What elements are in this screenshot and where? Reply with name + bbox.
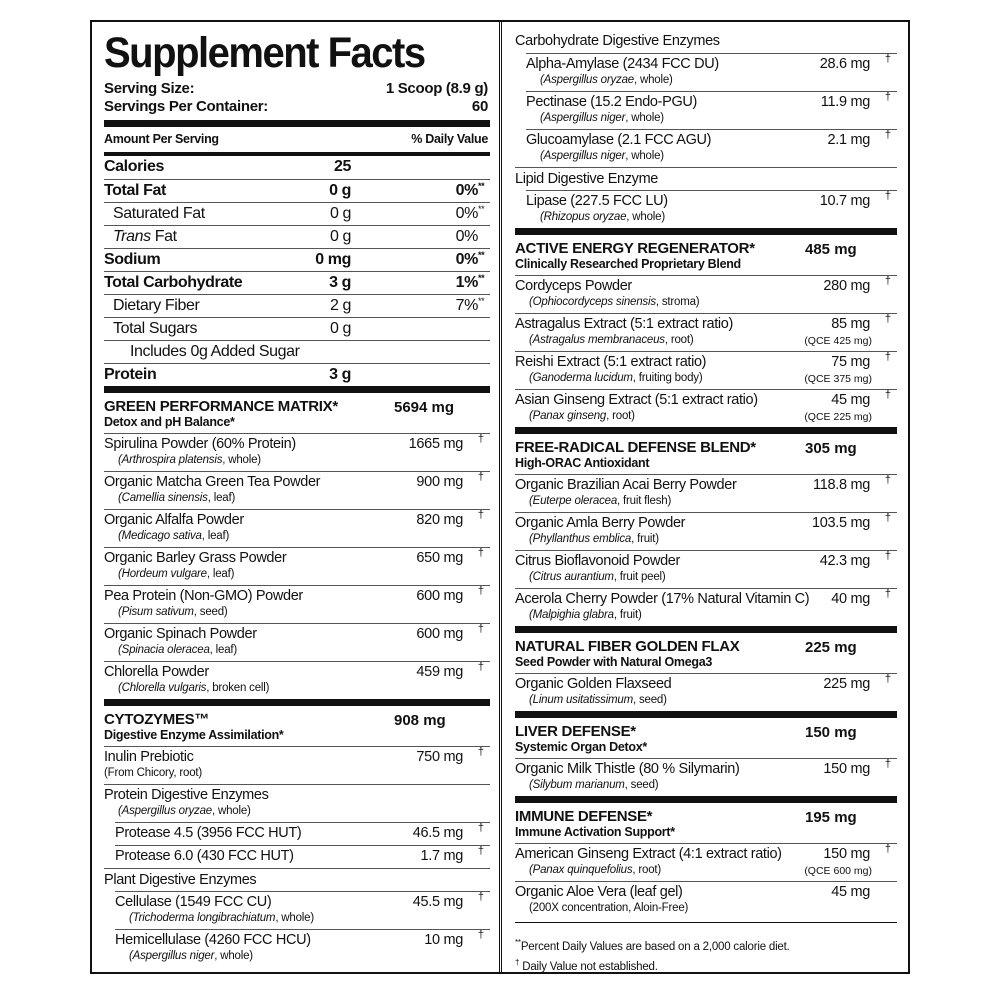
dagger-marker: † [477,433,484,445]
ingredient-name: Spirulina Powder (60% Protein) [104,436,296,452]
ingredient-source: (From Chicory, root) [104,767,203,779]
ingredient-name: Lipase (227.5 FCC LU) [526,193,668,209]
nutrient-label: Trans Fat [113,228,177,245]
ingredient-amount: 42.3 mg [819,553,870,569]
ingredient-amount: 103.5 mg [811,515,870,531]
ingredient-source: (Citrus aurantium, fruit peel) [529,571,666,583]
blend-header [515,434,897,474]
ingredient-source: (Astragalus membranaceus, root) [529,334,694,346]
dagger-marker: † [477,661,484,673]
blend-subtitle: Immune Activation Support* [515,825,675,839]
scientific-name: (Medicago sativa [118,530,202,542]
dagger-marker: † [884,351,891,363]
ingredient-row [104,585,490,623]
dagger-marker: † [884,843,891,855]
ingredient-amount: 46.5 mg [412,825,463,841]
ingredient-row [515,673,897,711]
nutrient-daily-value: 0% ** [456,180,478,202]
ingredient-amount: 150 mg [823,846,870,862]
ingredient-amount: 45 mg [831,884,870,900]
blend-name: FREE-RADICAL DEFENSE BLEND* [515,439,756,456]
blend-amount: 225 mg [805,639,857,656]
ingredient-row [104,623,490,661]
right-ingredient-rows [515,30,897,919]
nutrition-rows [104,156,490,386]
blend-subtitle: Detox and pH Balance* [104,415,235,429]
scientific-name: (Aspergillus oryzae [118,805,212,817]
nutrient-amount: 0 mg [315,251,351,268]
thick-divider [104,386,490,393]
category-label [515,167,897,190]
ingredient-source: (Pisum sativum, seed) [118,606,228,618]
blend-amount: 485 mg [805,241,857,258]
ingredient-row [104,746,490,784]
ingredient-source: (Malpighia glabra, fruit) [529,609,642,621]
ingredient-name: Organic Amla Berry Powder [515,515,686,531]
nutrient-amount: 0 g [329,320,351,337]
ingredient-row [515,758,897,796]
ingredient-row [515,474,897,512]
scientific-name: (Panax ginseng [529,410,607,422]
ingredient-row [104,509,490,547]
thick-divider [104,699,490,706]
ingredient-amount: 225 mg [823,676,870,692]
ingredient-row [515,351,897,389]
scientific-name: (Hordeum vulgare [118,568,207,580]
footnote-mark: ** [515,938,521,947]
blend-name: ACTIVE ENERGY REGENERATOR* [515,240,755,257]
blend-name: IMMUNE DEFENSE* [515,808,653,825]
ingredient-name: Inulin Prebiotic [104,749,194,765]
ingredient-source: (Euterpe oleracea, fruit flesh) [529,495,672,507]
column-divider [499,20,502,974]
dagger-marker: † [477,845,484,857]
ingredient-name: Pea Protein (Non-GMO) Powder [104,588,303,604]
ingredient-amount: 600 mg [416,588,463,604]
ingredient-source: (Chlorella vulgaris, broken cell) [118,682,270,694]
scientific-name: (Aspergillus niger [540,112,626,124]
dagger-marker: † [884,758,891,770]
servings-per-container-row [104,98,490,116]
nutrient-amount: 3 g [329,274,351,291]
scientific-name: (Ophiocordyceps sinensis [529,296,656,308]
ingredient-row [104,471,490,509]
ingredient-row [526,129,897,167]
ingredient-row [104,784,490,822]
dagger-marker: † [884,673,891,685]
ingredient-source: (Linum usitatissimum, seed) [529,694,667,706]
blend-name: GREEN PERFORMANCE MATRIX* [104,398,338,415]
scientific-name: (Silybum marianum [529,779,625,791]
servings-value: 60 [471,98,488,115]
blend-header [515,633,897,673]
nutrient-label: Dietary Fiber [113,297,200,314]
ingredient-source: (Arthrospira platensis, whole) [118,454,261,466]
ingredient-name: Organic Matcha Green Tea Powder [104,474,321,490]
thick-divider [515,711,897,718]
footnote-marker: ** [478,204,485,214]
thick-divider [515,626,897,633]
ingredient-name: Chlorella Powder [104,664,209,680]
ingredient-amount: 459 mg [416,664,463,680]
ingredient-name: Organic Barley Grass Powder [104,550,287,566]
ingredient-amount: 45.5 mg [412,894,463,910]
ingredient-amount: 11.9 mg [820,94,870,110]
serving-size-label: Serving Size: [104,80,195,97]
ingredient-name: Cordyceps Powder [515,278,632,294]
ingredient-row [515,389,897,427]
ingredient-amount: 650 mg [416,550,463,566]
ingredient-row [104,661,490,699]
dagger-marker: † [884,389,891,401]
blend-subtitle: Clinically Researched Proprietary Blend [515,257,741,271]
dagger-marker: † [884,512,891,524]
ingredient-source: (Panax quinquefolius, root) [529,864,662,876]
category-label [515,30,897,53]
dagger-marker: † [477,623,484,635]
ingredient-name: Astragalus Extract (5:1 extract ratio) [515,316,733,332]
amount-header-row [104,127,490,152]
dagger-marker: † [884,313,891,325]
ingredient-amount: 85 mg [831,316,870,332]
nutrient-amount: 0 g [329,228,351,245]
nutrient-label: Sodium [104,251,161,268]
blend-header [515,235,897,275]
blend-header [515,718,897,758]
dagger-marker: † [884,550,891,562]
nutrition-row [104,179,490,202]
dagger-marker: † [884,53,891,65]
nutrition-row [104,225,490,248]
amount-per-serving-label: Amount Per Serving [104,132,219,146]
ingredient-amount: 1.7 mg [420,848,463,864]
ingredient-name: Organic Aloe Vera (leaf gel) [515,884,683,900]
thick-divider [104,120,490,127]
dagger-marker: † [477,471,484,483]
nutrient-amount: 3 g [329,366,351,383]
ingredient-amount: 10.7 mg [819,193,870,209]
ingredient-source: (Rhizopus oryzae, whole) [540,211,665,223]
ingredient-qce: (QCE 425 mg) [804,335,872,347]
ingredient-name: Protease 4.5 (3956 FCC HUT) [115,825,302,841]
ingredient-source: (Aspergillus oryzae, whole) [540,74,673,86]
servings-label: Servings Per Container: [104,98,268,115]
thick-divider [515,228,897,235]
ingredient-row [515,550,897,588]
nutrient-daily-value: 0% ** [456,249,478,271]
category-label [104,868,490,891]
ingredient-row [526,190,897,228]
scientific-name: (Aspergillus oryzae [540,74,634,86]
footnote: † Daily Value not established. [515,957,658,973]
nutrition-row [104,248,490,271]
dagger-marker: † [884,129,891,141]
scientific-name: (Chlorella vulgaris [118,682,207,694]
footnote-marker: ** [478,273,485,283]
ingredient-row [104,547,490,585]
footnote: **Percent Daily Values are based on a 2,000 calorie diet. [515,938,790,953]
nutrition-row [104,156,490,179]
nutrition-row [104,202,490,225]
dagger-marker: † [477,746,484,758]
ingredient-amount: 900 mg [416,474,463,490]
dagger-marker: † [884,588,891,600]
ingredient-amount: 280 mg [823,278,870,294]
nutrient-label-italic: Trans [113,228,151,245]
ingredient-amount: 820 mg [416,512,463,528]
ingredient-name: Hemicellulase (4260 FCC HCU) [115,932,311,948]
ingredient-source: (Aspergillus niger, whole) [540,112,664,124]
ingredient-amount: 750 mg [416,749,463,765]
scientific-name: (Euterpe oleracea [529,495,618,507]
ingredient-source: (Aspergillus oryzae, whole) [118,805,251,817]
ingredient-source: (200X concentration, Aloin-Free) [529,902,689,914]
scientific-name: (Phyllanthus emblica [529,533,632,545]
dagger-marker: † [477,509,484,521]
left-ingredient-rows [104,386,490,967]
nutrition-row [104,340,490,363]
ingredient-name: Asian Ginseng Extract (5:1 extract ratio) [515,392,758,408]
thick-divider [515,427,897,434]
footnote-mark: † [515,957,520,967]
blend-header [104,706,490,746]
category-name: Plant Digestive Enzymes [104,872,257,888]
ingredient-source: (Medicago sativa, leaf) [118,530,230,542]
scientific-name: (Citrus aurantium [529,571,614,583]
ingredient-row [515,588,897,626]
nutrient-amount: 0 g [329,205,351,222]
nutrient-label: Includes 0g Added Sugar [130,343,300,360]
ingredient-source: (Spinacia oleracea, leaf) [118,644,238,656]
category-name: Carbohydrate Digestive Enzymes [515,33,720,49]
ingredient-amount: 40 mg [831,591,870,607]
nutrient-label: Saturated Fat [113,205,205,222]
right-column [504,30,897,975]
ingredient-amount: 1665 mg [408,436,463,452]
dagger-marker: † [477,822,484,834]
blend-amount: 195 mg [805,809,857,826]
scientific-name: (Trichoderma longibrachiatum [129,912,276,924]
ingredient-row [115,822,490,845]
scientific-name: (Astragalus membranaceus [529,334,665,346]
nutrient-label: Protein [104,366,157,383]
dagger-marker: † [884,91,891,103]
left-column [92,28,490,967]
nutrient-daily-value: 0% [455,228,478,245]
blend-name: LIVER DEFENSE* [515,723,636,740]
ingredient-source: (Silybum marianum, seed) [529,779,659,791]
footnote-marker: ** [478,296,485,306]
ingredient-amount: 45 mg [831,392,870,408]
ingredient-amount: 118.8 mg [813,477,870,493]
scientific-name: (Malpighia glabra [529,609,614,621]
ingredient-name: Organic Alfalfa Powder [104,512,244,528]
ingredient-source: (Phyllanthus emblica, fruit) [529,533,659,545]
ingredient-qce: (QCE 375 mg) [804,373,872,385]
scientific-name: (Panax quinquefolius [529,864,633,876]
ingredient-amount: 600 mg [416,626,463,642]
ingredient-row [104,433,490,471]
blend-header [515,803,897,843]
ingredient-name: Protein Digestive Enzymes [104,787,269,803]
ingredient-name: Citrus Bioflavonoid Powder [515,553,680,569]
dagger-marker: † [884,190,891,202]
ingredient-name: Acerola Cherry Powder (17% Natural Vitamin C) [515,591,810,607]
ingredient-name: American Ginseng Extract (4:1 extract ratio) [515,846,782,862]
footnote-marker: ** [478,181,485,191]
footnote-marker: ** [478,250,485,260]
ingredient-amount: 10 mg [424,932,463,948]
nutrient-daily-value: 1% ** [456,272,478,294]
daily-value-label: % Daily Value [411,132,488,146]
ingredient-name: Pectinase (15.2 Endo-PGU) [526,94,697,110]
ingredient-row [115,845,490,868]
dagger-marker: † [477,585,484,597]
blend-header [104,393,490,433]
ingredient-source: (Aspergillus niger, whole) [540,150,664,162]
ingredient-name: Organic Spinach Powder [104,626,257,642]
ingredient-source: (Aspergillus niger, whole) [129,950,253,962]
nutrient-label: Calories [104,158,164,175]
ingredient-source: (Camellia sinensis, leaf) [118,492,236,504]
ingredient-source: (Trichoderma longibrachiatum, whole) [129,912,314,924]
ingredient-qce: (QCE 225 mg) [804,411,872,423]
nutrient-label: Total Fat [104,182,166,199]
serving-size-row [104,80,490,98]
nutrition-row [104,271,490,294]
footnotes [515,922,897,975]
blend-amount: 908 mg [394,712,446,729]
scientific-name: (Linum usitatissimum [529,694,633,706]
blend-amount: 5694 mg [394,399,455,416]
dagger-marker: † [477,891,484,903]
ingredient-qce: (QCE 600 mg) [804,865,872,877]
nutrition-row [104,363,490,386]
nutrient-amount: 2 g [329,297,351,314]
nutrient-amount: 0 g [329,182,351,199]
dagger-marker: † [477,929,484,941]
ingredient-amount: 75 mg [831,354,870,370]
scientific-name: (Aspergillus niger [540,150,626,162]
nutrient-daily-value: 7% ** [456,295,478,317]
ingredient-source: (Panax ginseng, root) [529,410,635,422]
ingredient-name: Organic Milk Thistle (80 % Silymarin) [515,761,740,777]
ingredient-row [515,275,897,313]
ingredient-row [526,53,897,91]
scientific-name: (Pisum sativum [118,606,194,618]
nutrition-row [104,294,490,317]
ingredient-amount: 28.6 mg [819,56,870,72]
dagger-marker: † [884,474,891,486]
ingredient-name: Alpha-Amylase (2434 FCC DU) [526,56,719,72]
ingredient-amount: 150 mg [823,761,870,777]
ingredient-source: (Ganoderma lucidum, fruiting body) [529,372,703,384]
serving-size-value: 1 Scoop (8.9 g) [385,80,488,97]
blend-name: CYTOZYMES™ [104,711,210,728]
thick-divider [515,796,897,803]
ingredient-name: Protease 6.0 (430 FCC HUT) [115,848,294,864]
ingredient-row [526,91,897,129]
scientific-name: (Spinacia oleracea [118,644,210,656]
nutrition-row [104,317,490,340]
ingredient-amount: 2.1 mg [827,132,870,148]
ingredient-row [515,313,897,351]
ingredient-row [515,881,897,919]
blend-amount: 150 mg [805,724,857,741]
blend-name: NATURAL FIBER GOLDEN FLAX [515,638,740,655]
blend-subtitle: Digestive Enzyme Assimilation* [104,728,284,742]
ingredient-name: Reishi Extract (5:1 extract ratio) [515,354,707,370]
nutrient-label: Total Sugars [113,320,198,337]
dagger-marker: † [884,275,891,287]
scientific-name: (Arthrospira platensis [118,454,223,466]
ingredient-name: Glucoamylase (2.1 FCC AGU) [526,132,712,148]
scientific-name: (Aspergillus niger [129,950,215,962]
ingredient-row [115,891,490,929]
dagger-marker: † [477,547,484,559]
blend-subtitle: High-ORAC Antioxidant [515,456,650,470]
blend-amount: 305 mg [805,440,857,457]
blend-subtitle: Systemic Organ Detox* [515,740,647,754]
blend-subtitle: Seed Powder with Natural Omega3 [515,655,713,669]
scientific-name: (Camellia sinensis [118,492,208,504]
ingredient-source: (Hordeum vulgare, leaf) [118,568,235,580]
ingredient-name: Cellulase (1549 FCC CU) [115,894,272,910]
ingredient-row [515,512,897,550]
nutrient-label: Total Carbohydrate [104,274,243,291]
ingredient-name: Organic Golden Flaxseed [515,676,672,692]
category-name: Lipid Digestive Enzyme [515,171,659,187]
scientific-name: (Rhizopus oryzae [540,211,627,223]
ingredient-row [515,843,897,881]
ingredient-row [115,929,490,967]
panel-title: Supplement Facts [104,29,425,77]
nutrient-daily-value: 0% ** [456,203,478,225]
ingredient-name: Organic Brazilian Acai Berry Powder [515,477,737,493]
ingredient-source: (Ophiocordyceps sinensis, stroma) [529,296,700,308]
scientific-name: (Ganoderma lucidum [529,372,633,384]
nutrient-amount: 25 [334,158,351,175]
